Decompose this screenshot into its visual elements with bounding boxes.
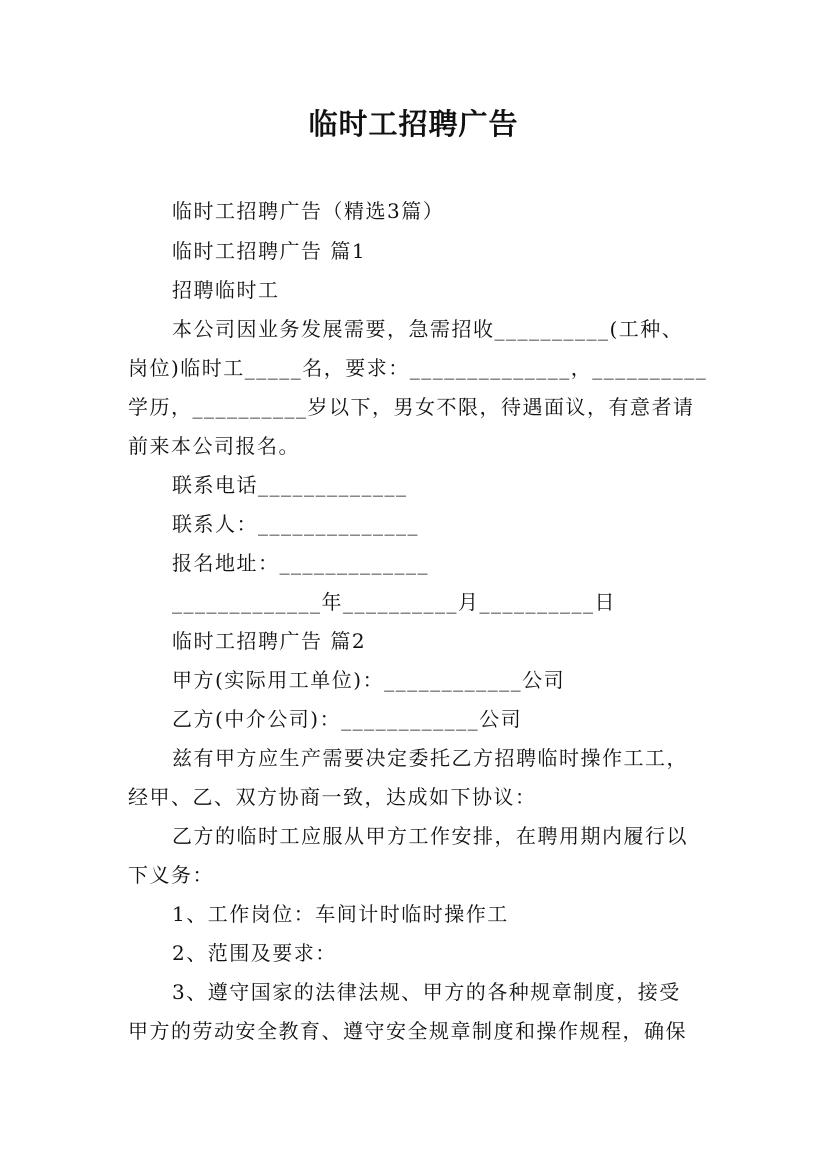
paragraph-line: 前来本公司报名。 — [128, 434, 300, 458]
paragraph-line: 岗位)临时工_____名，要求：______________，__________ — [128, 356, 708, 380]
party-b-line: 乙方(中介公司)：____________公司 — [172, 707, 523, 731]
section-heading-2: 临时工招聘广告 篇2 — [172, 629, 367, 653]
section-heading-1: 临时工招聘广告 篇1 — [172, 239, 367, 263]
paragraph-line: 甲方的劳动安全教育、遵守安全规章制度和操作规程，确保 — [128, 1019, 687, 1043]
paragraph-line: 经甲、乙、双方协商一致，达成如下协议： — [128, 785, 537, 809]
list-item: 3、遵守国家的法律法规、甲方的各种规章制度，接受 — [172, 980, 681, 1004]
document-title: 临时工招聘广告 — [308, 107, 519, 141]
contact-person-line: 联系人：______________ — [172, 512, 419, 536]
list-item: 2、范围及要求： — [172, 941, 337, 965]
date-line: _____________年__________月__________日 — [172, 590, 616, 614]
paragraph-line: 本公司因业务发展需要，急需招收__________(工种、 — [172, 317, 684, 341]
paragraph-subtitle: 临时工招聘广告（精选3篇） — [172, 199, 445, 223]
party-a-line: 甲方(实际用工单位)：____________公司 — [172, 668, 566, 692]
address-line: 报名地址：_____________ — [172, 551, 429, 575]
paragraph-line: 学历，__________岁以下，男女不限，待遇面议，有意者请 — [128, 395, 695, 419]
contact-phone-line: 联系电话_____________ — [172, 473, 408, 497]
paragraph-line: 兹有甲方应生产需要决定委托乙方招聘临时操作工工， — [172, 746, 688, 770]
paragraph-line: 下义务： — [128, 863, 214, 887]
paragraph-line: 招聘临时工 — [172, 278, 280, 302]
list-item: 1、工作岗位：车间计时临时操作工 — [172, 902, 509, 926]
paragraph-line: 乙方的临时工应服从甲方工作安排，在聘用期内履行以 — [172, 824, 688, 848]
